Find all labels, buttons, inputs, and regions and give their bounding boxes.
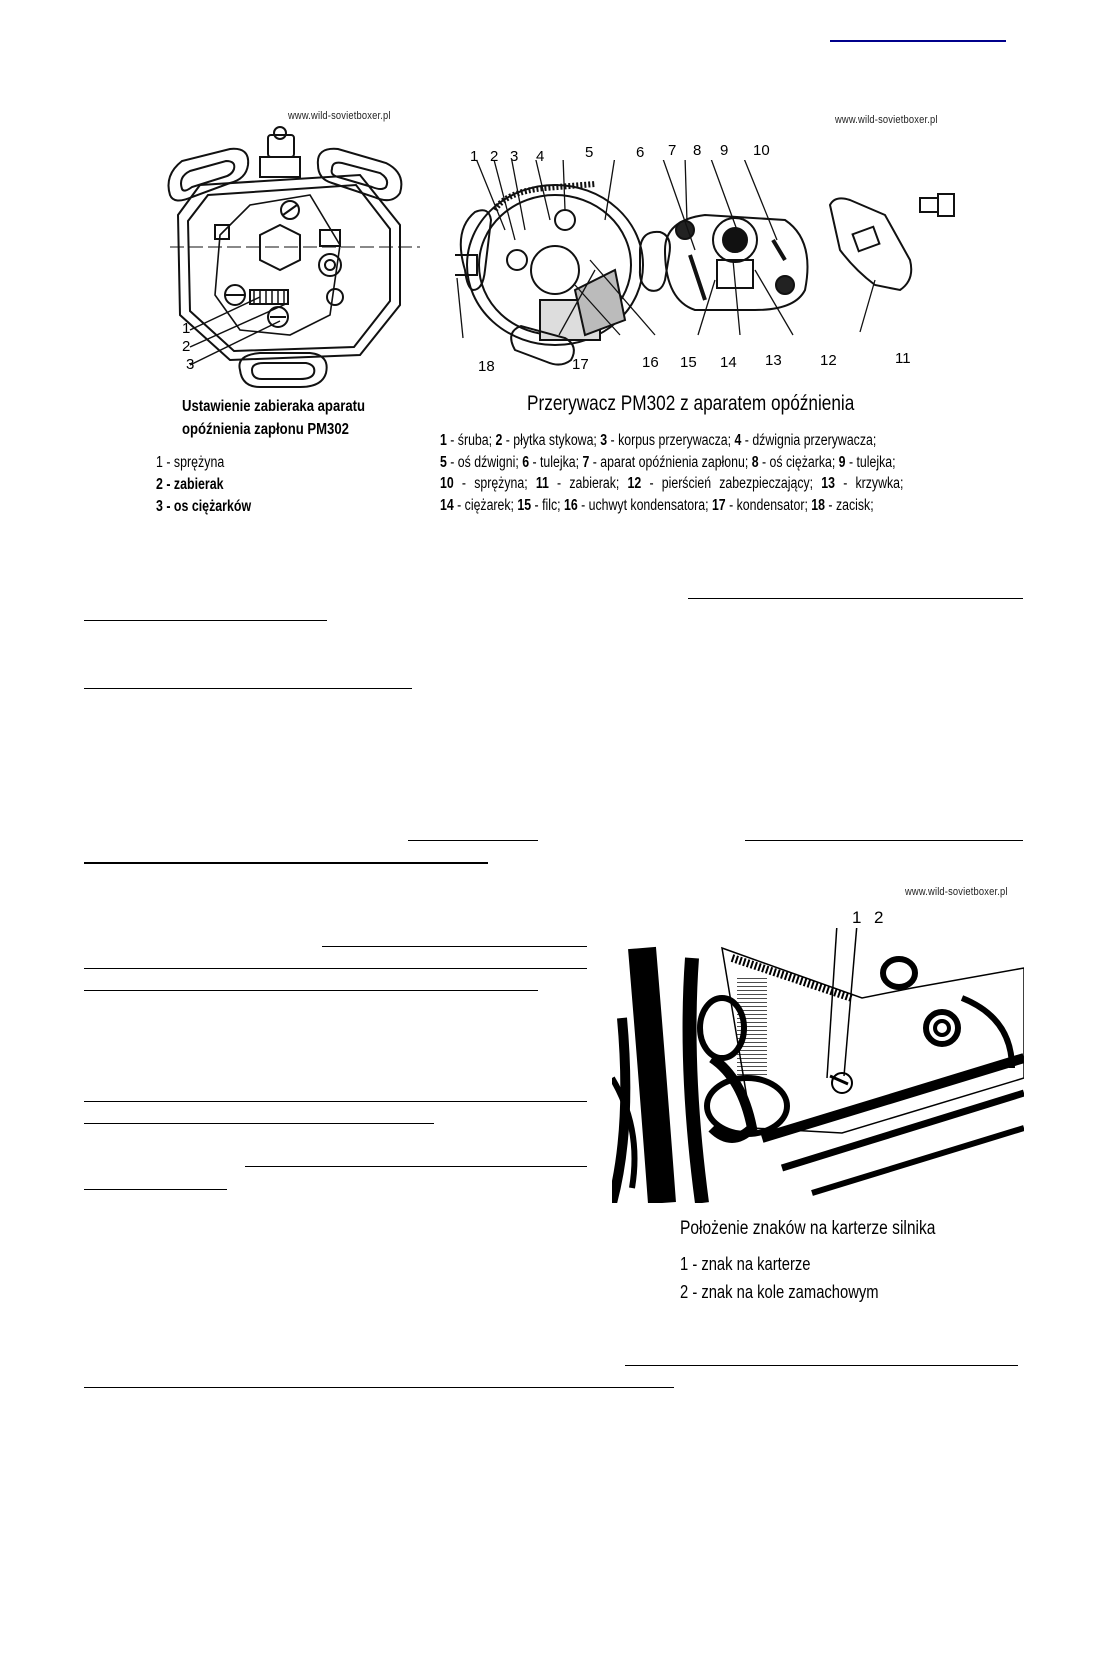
figure2-legend-line: 10 - sprężyna; 11 - zabierak; 12 - pierścień zabezpieczający; 13 - krzywka; bbox=[440, 475, 904, 492]
figure3-watermark: www.wild-sovietboxer.pl bbox=[905, 886, 1008, 898]
figure2-callout-14: 14 bbox=[720, 354, 737, 371]
link-underline[interactable] bbox=[84, 1189, 227, 1190]
figure2-callout-15: 15 bbox=[680, 354, 697, 371]
figure2-callout-8: 8 bbox=[693, 142, 702, 159]
figure3-engine-crankcase-drawing bbox=[612, 928, 1024, 1203]
figure2-legend-line: 14 - ciężarek; 15 - filc; 16 - uchwyt kondensatora; 17 - kondensator; 18 - zacisk; bbox=[440, 496, 874, 514]
figure2-callout-6: 6 bbox=[636, 144, 645, 161]
figure3-legend bbox=[680, 1250, 922, 1306]
figure3-callout-1: 1 bbox=[852, 908, 862, 927]
figure1-callout-2: 2 bbox=[182, 338, 191, 355]
figure2-legend bbox=[440, 430, 1023, 516]
figure1-callout-1: 1 bbox=[182, 320, 191, 337]
figure2-callout-4: 4 bbox=[536, 148, 545, 165]
figure1-legend-item: 3 - os ciężarków bbox=[156, 498, 252, 515]
link-underline[interactable] bbox=[408, 840, 538, 841]
link-underline[interactable] bbox=[688, 598, 1023, 599]
figure2-breaker-exploded-drawing bbox=[455, 160, 975, 370]
link-underline[interactable] bbox=[84, 1123, 434, 1124]
figure2-callout-12: 12 bbox=[820, 352, 837, 369]
figure2-callout-2: 2 bbox=[490, 148, 499, 165]
figure2-callout-17: 17 bbox=[572, 356, 589, 373]
figure1-legend bbox=[156, 452, 275, 518]
figure2-callout-18: 18 bbox=[478, 358, 495, 375]
link-underline[interactable] bbox=[84, 862, 488, 864]
top-link-underline[interactable] bbox=[830, 40, 1006, 42]
figure2-watermark: www.wild-sovietboxer.pl bbox=[835, 114, 938, 126]
figure2-callout-10: 10 bbox=[753, 142, 770, 159]
figure2-callout-9: 9 bbox=[720, 142, 729, 159]
figure1-watermark: www.wild-sovietboxer.pl bbox=[288, 110, 391, 122]
figure2-callout-13: 13 bbox=[765, 352, 782, 369]
link-underline[interactable] bbox=[245, 1166, 587, 1167]
figure2-callout-1: 1 bbox=[470, 148, 479, 165]
link-underline[interactable] bbox=[84, 688, 412, 689]
figure1-callout-3: 3 bbox=[186, 356, 195, 373]
figure1-legend-item: 2 - zabierak bbox=[156, 476, 224, 493]
link-underline[interactable] bbox=[84, 620, 327, 621]
figure2-legend-line: 1 - śruba; 2 - płytka stykowa; 3 - korpus przerywacza; 4 - dźwignia przerywacza; bbox=[440, 432, 877, 449]
figure2-callout-11: 11 bbox=[895, 350, 911, 367]
figure3-caption: Położenie znaków na karterze silnika bbox=[680, 1218, 936, 1239]
figure2-callout-5: 5 bbox=[585, 144, 594, 161]
figure1-legend-item: 1 - sprężyna bbox=[156, 454, 225, 471]
figure3-callout-2: 2 bbox=[874, 908, 884, 927]
figure2-caption: Przerywacz PM302 z aparatem opóźnienia bbox=[527, 392, 855, 415]
link-underline[interactable] bbox=[84, 968, 587, 969]
figure1-caption-line2: opóźnienia zapłonu PM302 bbox=[182, 421, 349, 438]
figure1-caption-line1: Ustawienie zabieraka aparatu bbox=[182, 398, 366, 415]
link-underline[interactable] bbox=[322, 946, 587, 947]
figure3-legend-item: 2 - znak na kole zamachowym bbox=[680, 1282, 879, 1302]
figure2-callout-7: 7 bbox=[668, 142, 677, 159]
figure3-legend-item: 1 - znak na karterze bbox=[680, 1254, 811, 1274]
figure2-callout-3: 3 bbox=[510, 148, 519, 165]
link-underline[interactable] bbox=[625, 1365, 1018, 1366]
link-underline[interactable] bbox=[84, 990, 538, 991]
link-underline[interactable] bbox=[84, 1101, 587, 1102]
figure2-callout-16: 16 bbox=[642, 354, 659, 371]
figure1-distributor-drawing bbox=[160, 125, 430, 395]
link-underline[interactable] bbox=[745, 840, 1023, 841]
figure2-legend-line: 5 - oś dźwigni; 6 - tulejka; 7 - aparat opóźnienia zapłonu; 8 - oś ciężarka; 9 - tulejka; bbox=[440, 453, 896, 471]
link-underline[interactable] bbox=[84, 1387, 674, 1388]
